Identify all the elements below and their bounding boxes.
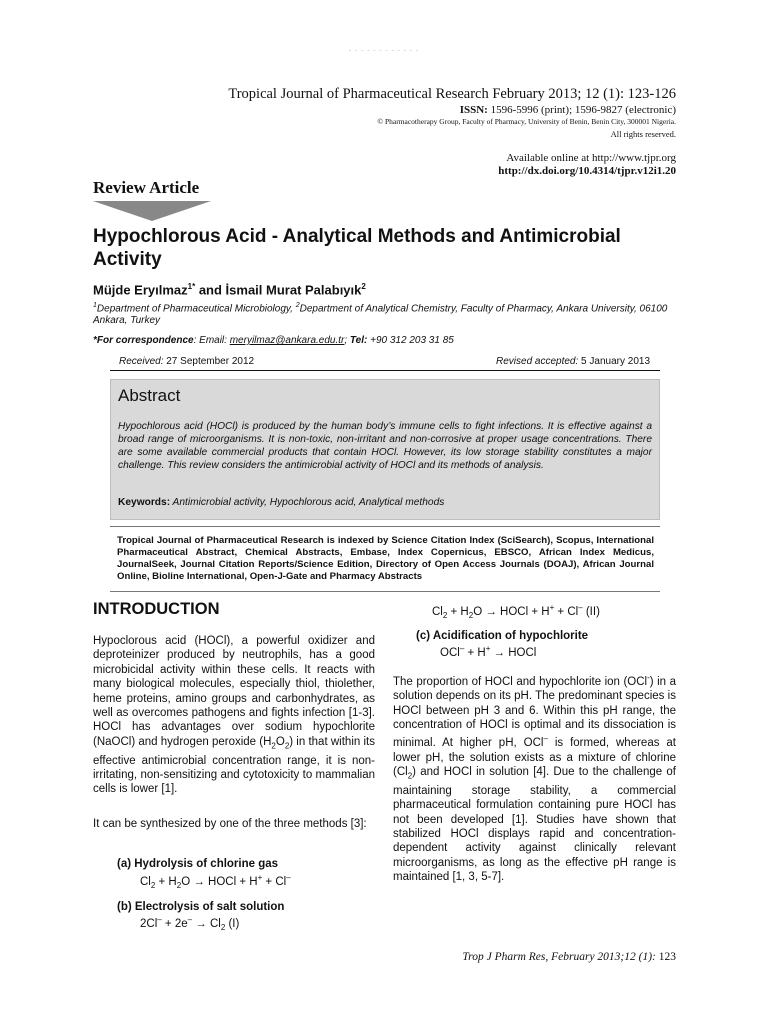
subscript: 2 [407, 771, 413, 781]
superscript: – [187, 915, 193, 924]
keywords-label: Keywords: [118, 497, 171, 508]
superscript: – [459, 644, 465, 653]
equation-ii [432, 603, 600, 620]
superscript: – [543, 734, 548, 744]
intro-text-part: Hypoclorous acid (HOCl), a powerful oxidizer and deproteinizer produced by neutrophils, has a good microbicidal activity within these cells. It reacts with many biological molecules, especially thiol, thiolether, heme proteins, amino groups and carbonhydrates, as well as overcomes pathogens and fights infection [1-3]. HOCl has advantages over sodium hypochlorite (NaOCl) and hydrogen peroxide (H [93, 635, 375, 748]
eq-part: + 2e [161, 917, 188, 930]
issn-line [90, 104, 676, 116]
subscript: 2 [271, 741, 276, 751]
author-list [93, 282, 366, 297]
right-column-paragraph [393, 671, 676, 885]
subscript: 2 [442, 611, 448, 621]
email-prefix: : Email: [193, 335, 230, 346]
tel-label: Tel: [349, 335, 368, 346]
subscript: 2 [176, 881, 182, 891]
rights-line: All rights reserved. [610, 129, 676, 139]
eq-part: + Cl [554, 605, 579, 618]
method-a-heading: (a) Hydrolysis of chlorine gas [117, 858, 279, 870]
subscript: 2 [220, 923, 226, 933]
equation-acidification [440, 644, 536, 659]
eq-part: + Cl [262, 875, 287, 888]
issn-value: 1596-5996 (print); 1596-9827 (electronic) [487, 104, 676, 116]
eq-part: OCl [440, 646, 460, 659]
equation-electrolysis [140, 915, 239, 932]
revised-value: 5 January 2013 [578, 356, 650, 367]
abstract-text: Hypochlorous acid (HOCl) is produced by the human body’s immune cells to fight infections. It is effective against a broad range of microorganisms. It is non-toxic, non-irritant and non-corrosive at proper usage concentrations. There are some available commercial products that contain HOCl. However, its low storage stability constitutes a major challenge. This review considers the antimicrobial activity of HOCl and its methods of analysis. [118, 421, 652, 471]
correspondence-line [93, 335, 683, 346]
page-number: 123 [655, 951, 676, 963]
tel-value: +90 312 203 31 85 [367, 335, 454, 346]
article-title: Hypochlorous Acid - Analytical Methods and Antimicrobial Activity [93, 226, 621, 270]
affiliation-1-mark: 1 [93, 302, 97, 309]
journal-header: Tropical Journal of Pharmaceutical Research February 2013; 12 (1): 123-126 [228, 86, 676, 102]
eq-part: Cl [140, 875, 151, 888]
superscript: – [286, 873, 291, 882]
available-online-link[interactable]: Available online at http://www.tjpr.org [506, 152, 676, 164]
keywords-line [118, 497, 652, 508]
subscript: 2 [150, 881, 156, 891]
affiliation-1: Department of Pharmaceutical Microbiology, [96, 303, 296, 315]
correspondence-email-link[interactable]: meryilmaz@ankara.edu.tr [229, 335, 345, 346]
revised-date [400, 356, 650, 367]
correspondence-label: *For correspondence [93, 335, 194, 346]
article-type-arrow-icon [93, 201, 211, 221]
eq-part: Cl [432, 605, 443, 618]
para-text-part: ) and HOCl in solution [4]. Due to the challenge of maintaining storage stability, a commercial pharmaceutical formulation containing pure HOCl has not been developed [1]. Studies have shown that stabilized HOCl displays rapid and concentration-dependent activity against clinically relevant microorganisms, as long as the effective pH range is maintained [1, 3, 5-7]. [393, 766, 676, 884]
introduction-paragraph-2: It can be synthesized by one of the three methods [3]: [93, 818, 367, 830]
eq-part: 2Cl [140, 917, 158, 930]
affiliation-2: Department of Analytical Chemistry, Faculty of Pharmacy, Ankara University, 06100 Ankara, Turkey [93, 303, 668, 327]
author-conjunction: and [195, 282, 226, 298]
superscript: + [549, 603, 555, 612]
author-2-superscript: 2 [361, 282, 366, 291]
superscript: + [485, 644, 491, 653]
copyright-line: © Pharmacotherapy Group, Faculty of Pharmacy, University of Benin, Benin City, 300001 Nigeria. [377, 117, 676, 126]
subscript: 2 [468, 611, 474, 621]
abstract-heading: Abstract [118, 386, 181, 405]
page-watermark: - - - - - - - - - - - - [348, 46, 420, 54]
keywords-value: Antimicrobial activity, Hypochlorous acid, Analytical methods [170, 497, 445, 508]
received-value: 27 September 2012 [163, 356, 255, 367]
author-1-superscript: 1* [187, 282, 196, 291]
para-text-part: ) in a solution depends on its pH. The predominant species is HOCl between pH 3 and 6. Within this pH range, the concentration of HOCl is optimal and its dissociation is minimal. At higher pH, OCl [393, 675, 676, 750]
para-text-part: is formed, whereas at lower pH, the solution exists as a mixture of chlorine (Cl [393, 737, 676, 779]
eq-part: (I) [225, 917, 240, 930]
eq-part: + H [447, 605, 469, 618]
superscript: – [157, 915, 162, 924]
page-footer [300, 951, 676, 963]
equation-hydrolysis [140, 873, 291, 890]
introduction-paragraph-1 [93, 634, 375, 797]
eq-part: + H [464, 646, 486, 659]
article-type-label: Review Article [93, 178, 200, 197]
author-1: Müjde Eryılmaz [93, 282, 188, 298]
footer-citation: Trop J Pharm Res, February 2013;12 (1): [462, 951, 656, 963]
eq-part: → HOCl [490, 646, 537, 659]
received-label: Received: [119, 356, 164, 367]
intro-text-part: O [275, 735, 285, 748]
eq-part: O → HOCl + H [181, 875, 258, 888]
method-c-heading: (c) Acidification of hypochlorite [416, 630, 589, 642]
eq-part: (II) [582, 605, 600, 618]
indexing-statement: Tropical Journal of Pharmaceutical Research is indexed by Science Citation Index (SciSearch), Scopus, International Pharmaceutical Abstract, Chemical Abstracts, Embase, Index Copernicus, EBSCO, African Index Medicus, JournalSeek, Journal Citation Reports/Science Edition, Directory of Open Access Journals (DOAJ), African Journal Online, Bioline International, Open-J-Gate and Pharmacy Abstracts [117, 535, 654, 582]
eq-part: + H [155, 875, 177, 888]
author-2: İsmail Murat Palabıyık [225, 282, 362, 298]
doi-link[interactable]: http://dx.doi.org/10.4314/tjpr.v12i1.20 [498, 165, 676, 177]
affiliation-2-mark: 2 [295, 302, 300, 309]
affiliations [93, 300, 683, 327]
revised-label: Revised accepted: [496, 356, 579, 367]
dates-divider [110, 370, 660, 371]
issn-label: ISSN: [459, 104, 488, 116]
superscript: – [578, 603, 583, 612]
tel-separator: ; [344, 335, 350, 346]
superscript: + [257, 873, 263, 882]
subscript: 2 [284, 741, 290, 751]
eq-part: → Cl [192, 917, 221, 930]
introduction-heading: INTRODUCTION [93, 600, 220, 618]
superscript: - [647, 673, 650, 682]
eq-part: O → HOCl + H [473, 605, 550, 618]
para-text-part: The proportion of HOCl and hypochlorite ion (OCl [393, 675, 648, 688]
method-b-heading: (b) Electrolysis of salt solution [117, 901, 285, 913]
intro-text-part: ) in that within its effective antimicrobial concentration range, it is non-irritating, non-sensitizing and cytotoxicity to mammalian cells is lower [1]. [93, 735, 375, 796]
received-date [119, 356, 254, 367]
